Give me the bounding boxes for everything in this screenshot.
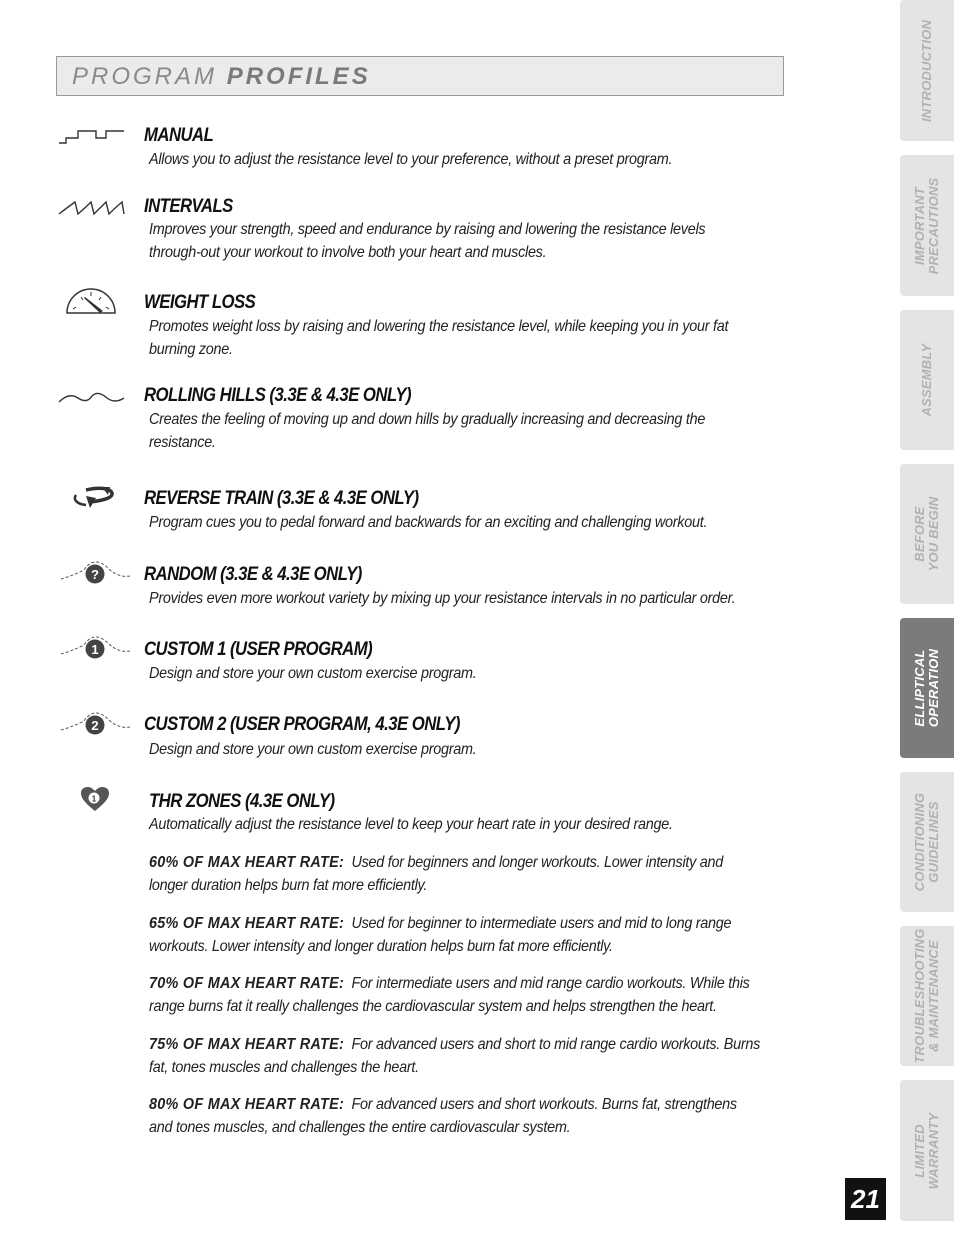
program-heading-weight-loss: WEIGHT LOSS bbox=[144, 292, 256, 313]
svg-text:1: 1 bbox=[91, 794, 97, 804]
tab-before-you-begin[interactable] bbox=[900, 464, 954, 604]
tab-assembly[interactable] bbox=[900, 310, 954, 450]
program-desc-intervals: Improves your strength, speed and endurance by raising and lowering the resistance levels through-out your workout to involve both your heart and muscles. bbox=[149, 221, 706, 261]
section-title: PROGRAM PROFILES bbox=[72, 63, 371, 90]
tab-important-precautions[interactable] bbox=[900, 155, 954, 296]
random-question-icon bbox=[60, 558, 132, 586]
reverse-arrows-icon bbox=[72, 486, 120, 510]
zone-60: 60% OF MAX HEART RATE: Used for beginners and longer workouts. Lower intensity and longer duration helps burn fat more efficiently. bbox=[149, 854, 724, 894]
tab-label: BEFORE YOU BEGIN bbox=[912, 496, 941, 572]
svg-text:1: 1 bbox=[91, 642, 99, 657]
zone-70: 70% OF MAX HEART RATE: For intermediate users and mid range cardio workouts. While this range burns fat it really challenges the cardiovascular system and helps strengthen the heart. bbox=[149, 975, 750, 1015]
custom-1-icon bbox=[60, 633, 132, 661]
zone-label: 75% OF MAX HEART RATE: bbox=[149, 1036, 345, 1053]
program-heading-thr-zones: THR ZONES (4.3E ONLY) bbox=[149, 791, 335, 812]
tab-label: LIMITED WARRANTY bbox=[912, 1112, 941, 1189]
tab-label: ASSEMBLY bbox=[919, 343, 934, 417]
tab-label: INTRODUCTION bbox=[919, 19, 934, 122]
zone-label: 60% OF MAX HEART RATE: bbox=[149, 854, 345, 871]
program-desc-reverse-train: Program cues you to pedal forward and backwards for an exciting and challenging workout. bbox=[149, 514, 708, 531]
program-desc-custom-2: Design and store your own custom exercise program. bbox=[149, 741, 477, 758]
tab-conditioning-guidelines[interactable] bbox=[900, 772, 954, 912]
tab-troubleshooting-maintenance[interactable] bbox=[900, 926, 954, 1066]
program-desc-random: Provides even more workout variety by mixing up your resistance intervals in no particular order. bbox=[149, 590, 736, 607]
rolling-hills-icon bbox=[58, 390, 126, 404]
program-heading-random: RANDOM (3.3E & 4.3E ONLY) bbox=[144, 564, 362, 585]
svg-text:?: ? bbox=[91, 567, 99, 582]
tab-limited-warranty[interactable] bbox=[900, 1080, 954, 1221]
program-desc-rolling-hills: Creates the feeling of moving up and down hills by gradually increasing and decreasing the resistance. bbox=[149, 411, 706, 451]
zone-65: 65% OF MAX HEART RATE: Used for beginner to intermediate users and mid to long range workouts. Lower intensity and longer duration helps burn fat more efficiently. bbox=[149, 915, 732, 955]
tab-elliptical-operation[interactable] bbox=[900, 618, 954, 758]
tab-label: IMPORTANT PRECAUTIONS bbox=[912, 177, 941, 274]
zone-label: 80% OF MAX HEART RATE: bbox=[149, 1096, 345, 1113]
program-heading-intervals: INTERVALS bbox=[144, 196, 233, 217]
program-desc-thr-zones: Automatically adjust the resistance level to keep your heart rate in your desired range. bbox=[149, 816, 673, 833]
page-number: 21 bbox=[845, 1178, 886, 1220]
zone-label: 70% OF MAX HEART RATE: bbox=[149, 975, 345, 992]
program-heading-rolling-hills: ROLLING HILLS (3.3E & 4.3E ONLY) bbox=[144, 385, 412, 406]
program-heading-manual: MANUAL bbox=[144, 125, 214, 146]
tab-label: ELLIPTICAL OPERATION bbox=[912, 648, 941, 728]
custom-2-icon bbox=[60, 709, 132, 737]
program-heading-custom-1: CUSTOM 1 (USER PROGRAM) bbox=[144, 639, 373, 660]
intervals-wave-icon bbox=[58, 198, 128, 216]
gauge-icon bbox=[65, 287, 117, 315]
program-desc-manual: Allows you to adjust the resistance level to your preference, without a preset program. bbox=[149, 151, 673, 168]
tab-label: CONDITIONING GUIDELINES bbox=[912, 792, 941, 892]
section-title-box bbox=[56, 56, 784, 96]
program-heading-custom-2: CUSTOM 2 (USER PROGRAM, 4.3E ONLY) bbox=[144, 714, 460, 735]
program-desc-weight-loss: Promotes weight loss by raising and lowering the resistance level, while keeping you in your fat burning zone. bbox=[149, 318, 729, 358]
heart-icon bbox=[80, 786, 110, 812]
manual-step-icon bbox=[58, 128, 126, 146]
tab-label: TROUBLESHOOTING & MAINTENANCE bbox=[912, 928, 941, 1064]
zone-80: 80% OF MAX HEART RATE: For advanced users and short workouts. Burns fat, strengthens and tones muscles, and challenges the entire cardiovascular system. bbox=[149, 1096, 737, 1136]
program-desc-custom-1: Design and store your own custom exercise program. bbox=[149, 665, 477, 682]
tab-introduction[interactable] bbox=[900, 0, 954, 141]
zone-75: 75% OF MAX HEART RATE: For advanced users and short to mid range cardio workouts. Burns fat, tones muscles and challenges the heart. bbox=[149, 1036, 761, 1076]
zone-label: 65% OF MAX HEART RATE: bbox=[149, 915, 345, 932]
svg-text:2: 2 bbox=[91, 718, 99, 733]
program-heading-reverse-train: REVERSE TRAIN (3.3E & 4.3E ONLY) bbox=[144, 488, 419, 509]
